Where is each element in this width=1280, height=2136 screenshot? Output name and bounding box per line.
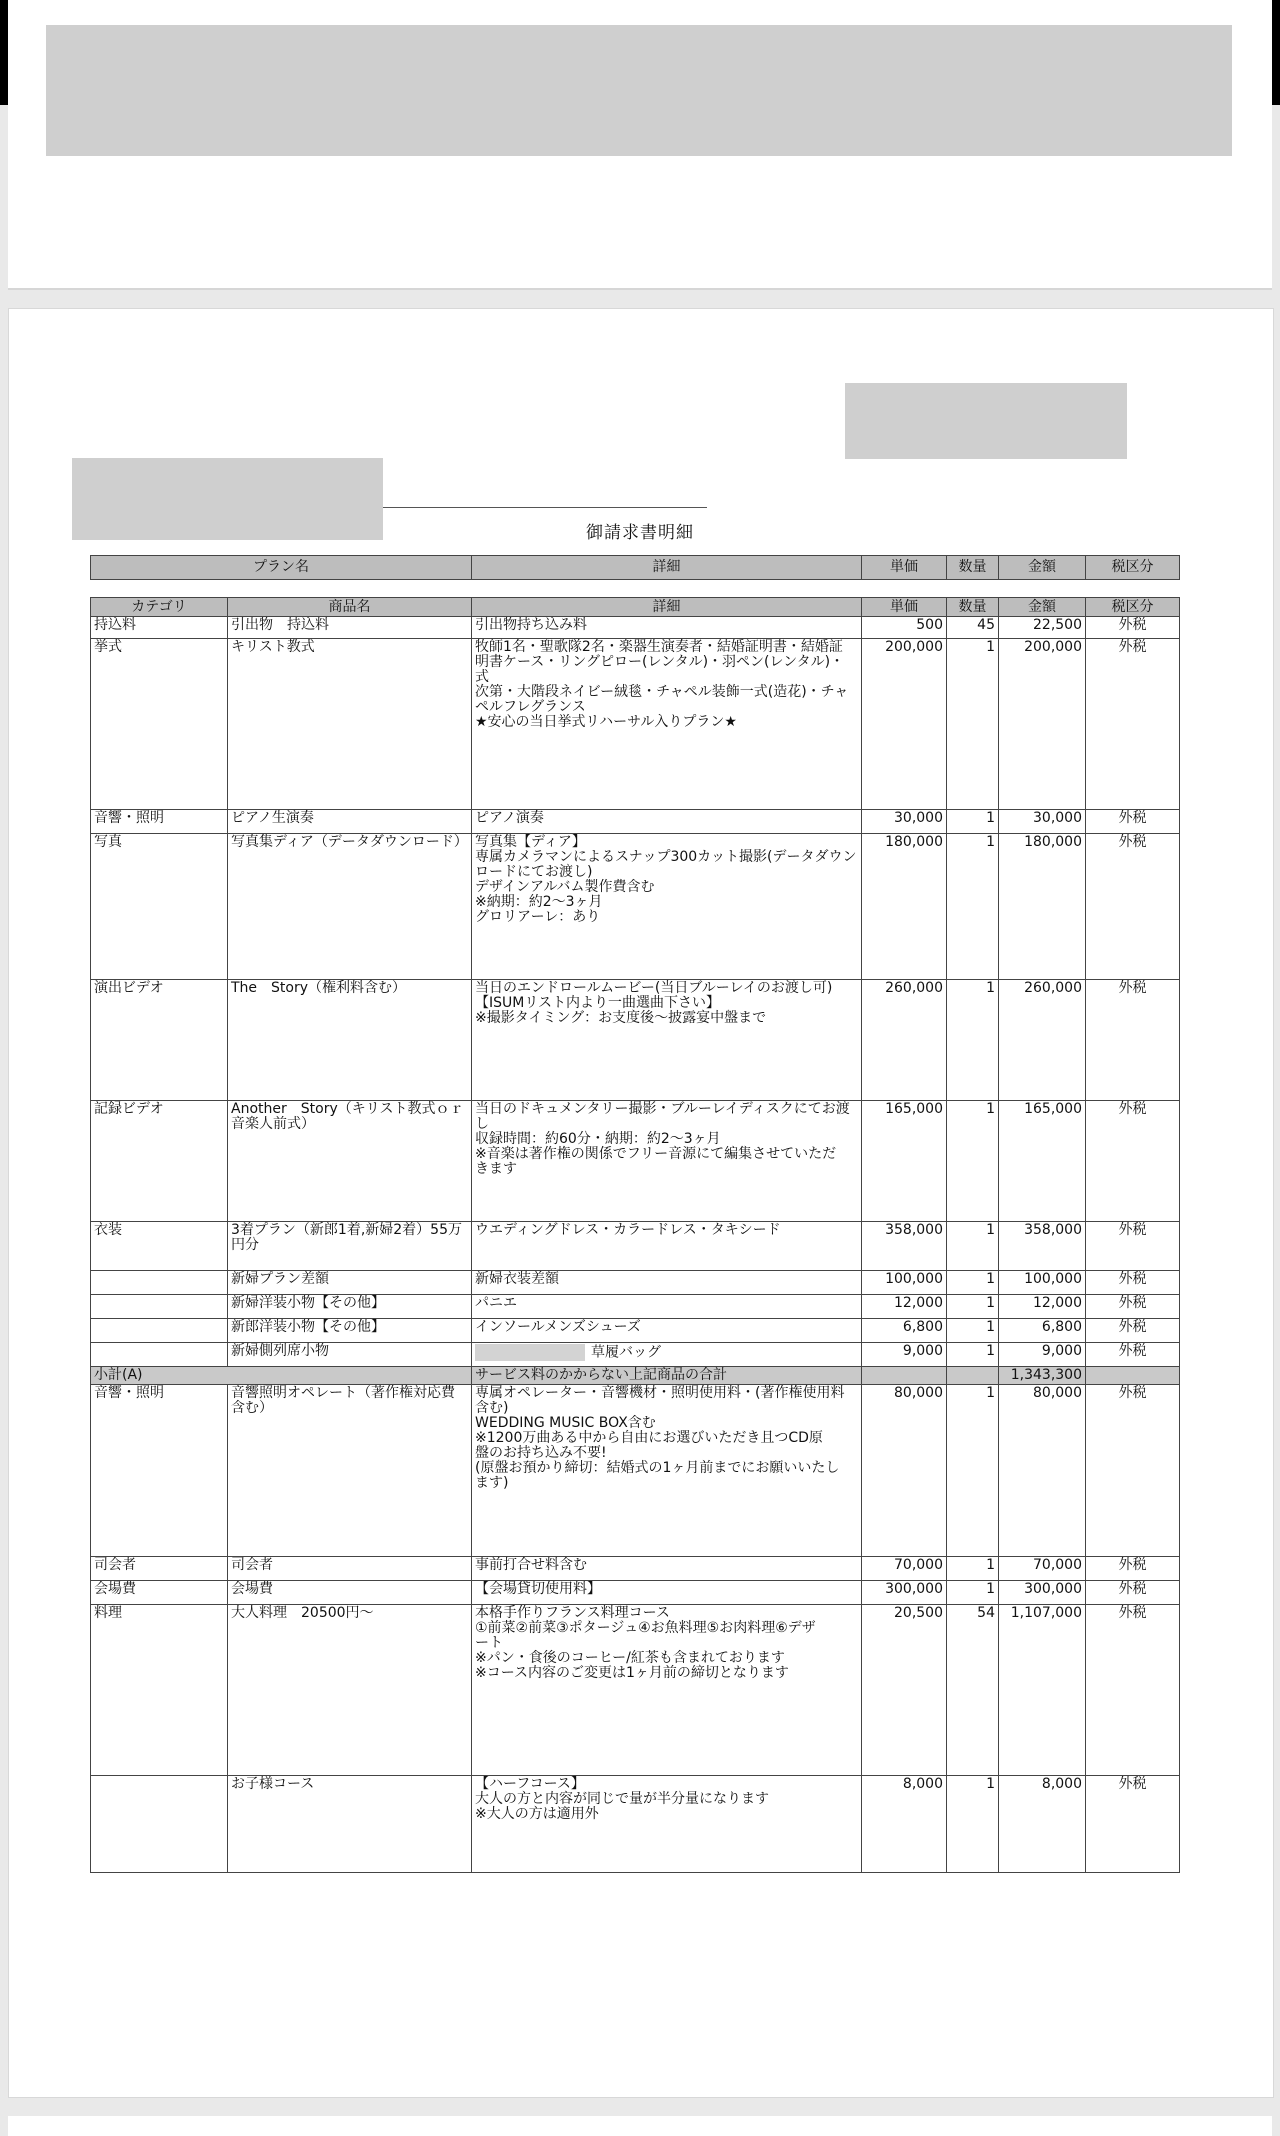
cell-qty: 1 (947, 980, 999, 1101)
cell-amount: 300,000 (999, 1581, 1086, 1605)
col-plan-name: プラン名 (91, 556, 472, 580)
cell-qty: 1 (947, 1557, 999, 1581)
cell-category (91, 1343, 228, 1367)
invoice-detail-table (90, 597, 1180, 1873)
cell-detail: 事前打合せ料含む (472, 1557, 862, 1581)
cell-item: 会場費 (228, 1581, 472, 1605)
subtotal-detail: サービス料のかからない上記商品の合計 (472, 1367, 862, 1385)
cell-qty (947, 1367, 999, 1385)
cell-category: 会場費 (91, 1581, 228, 1605)
col-category: カテゴリ (91, 598, 228, 617)
cell-detail: 牧師1名・聖歌隊2名・楽器生演奏者・結婚証明書・結婚証 明書ケース・リングピロー(レンタル)・羽ペン(レンタル)・式 次第・大階段ネイビー絨毯・チャペル装飾一式(造花)・チャ ペルフレグランス ★安心の当日挙式リハーサル入りプラン★ (472, 639, 862, 810)
cell-amount: 9,000 (999, 1343, 1086, 1367)
table-row (91, 1319, 1180, 1343)
cell-amount: 80,000 (999, 1385, 1086, 1557)
cell-price: 180,000 (862, 834, 947, 980)
cell-amount: 8,000 (999, 1776, 1086, 1873)
table-row (91, 639, 1180, 810)
cell-item: The Story（権利料含む） (228, 980, 472, 1101)
cell-tax: 外税 (1086, 1776, 1180, 1873)
cell-category (91, 1776, 228, 1873)
cell-category (91, 1295, 228, 1319)
cell-qty: 54 (947, 1605, 999, 1776)
cell-price: 9,000 (862, 1343, 947, 1367)
cell-price: 8,000 (862, 1776, 947, 1873)
cell-detail: 新婦衣装差額 (472, 1271, 862, 1295)
detail-text: 草履バッグ (591, 1344, 661, 1361)
table-row (91, 1385, 1180, 1557)
table-row (91, 810, 1180, 834)
cell-detail: 【会場貸切使用料】 (472, 1581, 862, 1605)
cell-item: 司会者 (228, 1557, 472, 1581)
plan-header-table (90, 555, 1180, 580)
cell-price: 80,000 (862, 1385, 947, 1557)
cell-item: 新婦側列席小物 (228, 1343, 472, 1367)
cell-item: Another Story（キリスト教式ｏｒ音楽人前式） (228, 1101, 472, 1222)
col-amount: 金額 (999, 598, 1086, 617)
cell-detail: 当日のドキュメンタリー撮影・ブルーレイディスクにてお渡し 収録時間：約60分・納期：約2～3ヶ月 ※音楽は著作権の関係でフリー音源にて編集させていただ きます (472, 1101, 862, 1222)
redacted-header-block (46, 25, 1232, 156)
cell-tax: 外税 (1086, 1101, 1180, 1222)
col-amount: 金額 (999, 556, 1086, 580)
cell-price (862, 1367, 947, 1385)
cell-tax: 外税 (1086, 834, 1180, 980)
cell-price: 30,000 (862, 810, 947, 834)
cell-price: 500 (862, 617, 947, 639)
cell-amount: 1,107,000 (999, 1605, 1086, 1776)
plan-header-row (91, 556, 1180, 580)
cell-tax: 外税 (1086, 1605, 1180, 1776)
table-row (91, 1581, 1180, 1605)
cell-price: 6,800 (862, 1319, 947, 1343)
cell-amount: 180,000 (999, 834, 1086, 980)
cell-item: 大人料理 20500円～ (228, 1605, 472, 1776)
cell-item: 新婦プラン差額 (228, 1271, 472, 1295)
cell-amount: 200,000 (999, 639, 1086, 810)
redacted-block-right (845, 383, 1127, 459)
cell-category: 写真 (91, 834, 228, 980)
cell-price: 200,000 (862, 639, 947, 810)
cell-qty: 1 (947, 1581, 999, 1605)
cell-detail: ピアノ演奏 (472, 810, 862, 834)
col-tax-type: 税区分 (1086, 556, 1180, 580)
cell-tax: 外税 (1086, 1271, 1180, 1295)
table-header-row (91, 598, 1180, 617)
cell-category: 記録ビデオ (91, 1101, 228, 1222)
subtotal-label: 小計(A) (91, 1367, 472, 1385)
cell-tax (1086, 1367, 1180, 1385)
redacted-text (475, 1344, 585, 1361)
cell-tax: 外税 (1086, 1295, 1180, 1319)
cell-qty: 1 (947, 1101, 999, 1222)
cell-category (91, 1319, 228, 1343)
cell-amount: 30,000 (999, 810, 1086, 834)
cell-tax: 外税 (1086, 639, 1180, 810)
table-row (91, 1605, 1180, 1776)
cell-detail: 専属オペレーター・音響機材・照明使用料・(著作権使用料 含む) WEDDING MUSIC BOX含む ※1200万曲ある中から自由にお選びいただき且つCD原 盤のお持ち込み不要! (原盤お預かり締切：結婚式の1ヶ月前までにお願いいたし ます) (472, 1385, 862, 1557)
cell-amount: 22,500 (999, 617, 1086, 639)
cell-amount: 260,000 (999, 980, 1086, 1101)
cell-qty: 45 (947, 617, 999, 639)
cell-price: 165,000 (862, 1101, 947, 1222)
cell-amount: 70,000 (999, 1557, 1086, 1581)
cell-amount: 12,000 (999, 1295, 1086, 1319)
cell-detail: ウエディングドレス・カラードレス・タキシード (472, 1222, 862, 1271)
title-underline (383, 507, 707, 508)
cell-tax: 外税 (1086, 617, 1180, 639)
cell-amount: 100,000 (999, 1271, 1086, 1295)
cell-price: 300,000 (862, 1581, 947, 1605)
cell-qty: 1 (947, 1295, 999, 1319)
cell-qty: 1 (947, 1776, 999, 1873)
cell-detail: 当日のエンドロールムービー(当日ブルーレイのお渡し可) 【ISUMリスト内より一曲選曲下さい】 ※撮影タイミング：お支度後～披露宴中盤まで (472, 980, 862, 1101)
cell-qty: 1 (947, 1385, 999, 1557)
cell-qty: 1 (947, 1271, 999, 1295)
cell-detail: インソールメンズシューズ (472, 1319, 862, 1343)
cell-item: 写真集ディア（データダウンロード） (228, 834, 472, 980)
cell-qty: 1 (947, 639, 999, 810)
page-3 (8, 2116, 1272, 2136)
cell-tax: 外税 (1086, 810, 1180, 834)
cell-item: キリスト教式 (228, 639, 472, 810)
cell-tax: 外税 (1086, 1557, 1180, 1581)
cell-price: 100,000 (862, 1271, 947, 1295)
cell-category: 挙式 (91, 639, 228, 810)
cell-category (91, 1271, 228, 1295)
col-item-name: 商品名 (228, 598, 472, 617)
table-row (91, 1222, 1180, 1271)
cell-category: 司会者 (91, 1557, 228, 1581)
table-row (91, 617, 1180, 639)
table-row (91, 834, 1180, 980)
subtotal-amount: 1,343,300 (999, 1367, 1086, 1385)
cell-detail: 本格手作りフランス料理コース ①前菜②前菜③ポタージュ④お魚料理⑤お肉料理⑥デザ ート ※パン・食後のコーヒー/紅茶も含まれております ※コース内容のご変更は1ヶ月前の締切となります (472, 1605, 862, 1776)
col-detail: 詳細 (472, 556, 862, 580)
col-quantity: 数量 (947, 556, 999, 580)
cell-detail: パニエ (472, 1295, 862, 1319)
cell-item: 3着プラン（新郎1着,新婦2着）55万円分 (228, 1222, 472, 1271)
cell-category: 音響・照明 (91, 1385, 228, 1557)
cell-price: 260,000 (862, 980, 947, 1101)
cell-detail: 写真集【ディア】 専属カメラマンによるスナップ300カット撮影(データダウン ロードにてお渡し) デザインアルバム製作費含む ※納期：約2～3ヶ月 グロリアーレ：あり (472, 834, 862, 980)
cell-qty: 1 (947, 810, 999, 834)
cell-tax: 外税 (1086, 1319, 1180, 1343)
cell-qty: 1 (947, 1319, 999, 1343)
cell-tax: 外税 (1086, 1343, 1180, 1367)
cell-item: お子様コース (228, 1776, 472, 1873)
cell-qty: 1 (947, 1343, 999, 1367)
cell-amount: 165,000 (999, 1101, 1086, 1222)
table-row (91, 1557, 1180, 1581)
col-tax-type: 税区分 (1086, 598, 1180, 617)
cell-price: 70,000 (862, 1557, 947, 1581)
table-row (91, 1776, 1180, 1873)
cell-price: 20,500 (862, 1605, 947, 1776)
cell-category: 料理 (91, 1605, 228, 1776)
document-title: 御請求書明細 (586, 523, 694, 543)
cell-category: 音響・照明 (91, 810, 228, 834)
cell-tax: 外税 (1086, 1385, 1180, 1557)
table-row (91, 980, 1180, 1101)
cell-amount: 358,000 (999, 1222, 1086, 1271)
table-row (91, 1295, 1180, 1319)
cell-amount: 6,800 (999, 1319, 1086, 1343)
cell-tax: 外税 (1086, 1581, 1180, 1605)
cell-detail: 引出物持ち込み料 (472, 617, 862, 639)
cell-qty: 1 (947, 1222, 999, 1271)
cell-item: 引出物 持込料 (228, 617, 472, 639)
cell-category: 持込料 (91, 617, 228, 639)
col-unit-price: 単価 (862, 556, 947, 580)
cell-category: 衣装 (91, 1222, 228, 1271)
cell-price: 358,000 (862, 1222, 947, 1271)
col-quantity: 数量 (947, 598, 999, 617)
table-row (91, 1343, 1180, 1367)
col-detail: 詳細 (472, 598, 862, 617)
cell-detail: 【ハーフコース】 大人の方と内容が同じで量が半分量になります ※大人の方は適用外 (472, 1776, 862, 1873)
cell-price: 12,000 (862, 1295, 947, 1319)
cell-item: 音響照明オペレート（著作権対応費含む） (228, 1385, 472, 1557)
cell-detail (472, 1343, 862, 1367)
table-row (91, 1271, 1180, 1295)
table-row (91, 1101, 1180, 1222)
subtotal-row (91, 1367, 1180, 1385)
cell-category: 演出ビデオ (91, 980, 228, 1101)
cell-tax: 外税 (1086, 1222, 1180, 1271)
col-unit-price: 単価 (862, 598, 947, 617)
cell-qty: 1 (947, 834, 999, 980)
cell-item: ピアノ生演奏 (228, 810, 472, 834)
cell-item: 新郎洋装小物【その他】 (228, 1319, 472, 1343)
cell-item: 新婦洋装小物【その他】 (228, 1295, 472, 1319)
cell-tax: 外税 (1086, 980, 1180, 1101)
